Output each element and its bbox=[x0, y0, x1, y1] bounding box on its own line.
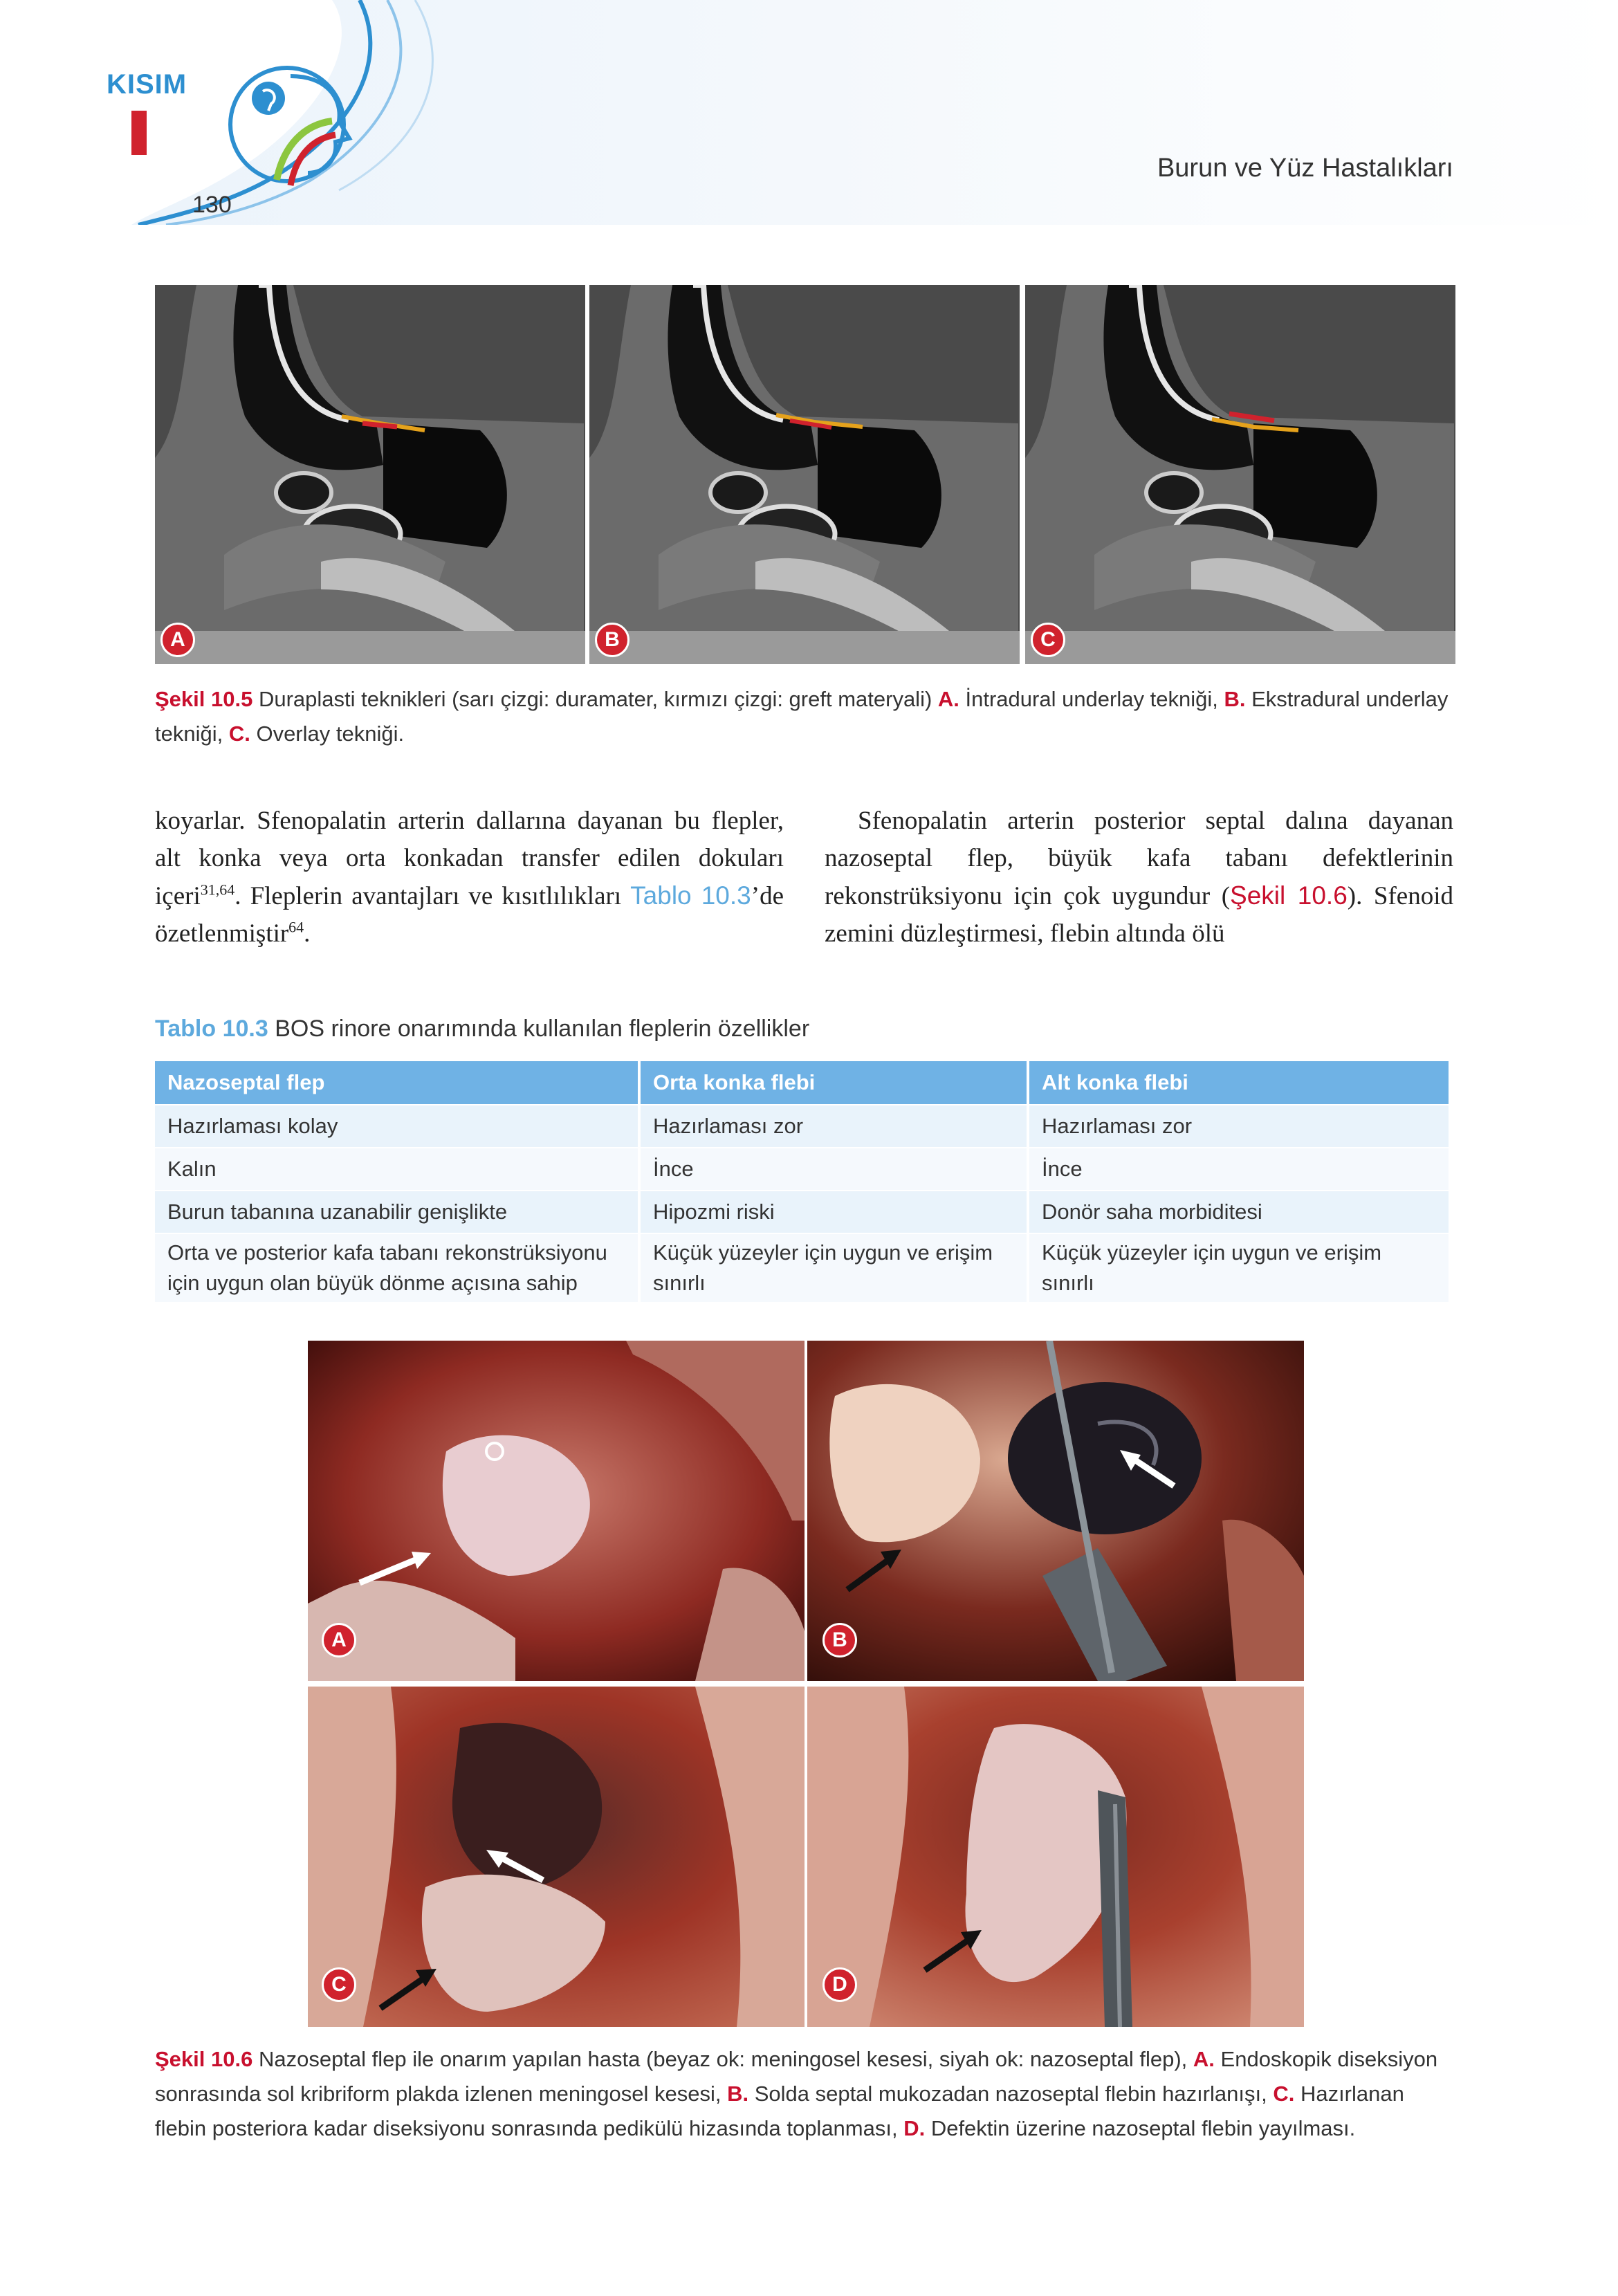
table-cell: Hazırlaması zor bbox=[641, 1104, 1029, 1147]
table-row bbox=[155, 1233, 1451, 1302]
table-cell: Orta ve posterior kafa tabanı rekonstrüksiyonu için uygun olan büyük dönme açısına sahip bbox=[155, 1233, 641, 1302]
caption-text-c: Hazırlanan flebin posteriora kadar diseksiyonu sonrasında pedikülü hizasında toplanması, bbox=[155, 2082, 1404, 2140]
table-cell: Hipozmi riski bbox=[641, 1190, 1029, 1233]
endoscopic-image bbox=[308, 1341, 805, 1681]
body-column-left bbox=[155, 802, 784, 953]
endoscopic-image bbox=[308, 1687, 805, 2027]
ct-sagittal-image bbox=[1025, 285, 1455, 664]
table-row bbox=[155, 1147, 1451, 1190]
panel-badge-a: A bbox=[160, 623, 195, 657]
table-cell: Küçük yüzeyler için uygun ve erişim sınırlı bbox=[1029, 1233, 1451, 1302]
body-text: Sfenopalatin arterin posterior septal dalına dayanan nazoseptal flep, büyük kafa tabanı defektlerinin rekonstrüksiyonu için çok uygundur ( bbox=[825, 807, 1453, 910]
figure-10-6-caption bbox=[155, 2042, 1455, 2146]
panel-badge-c: C bbox=[1031, 623, 1065, 657]
ct-panel-a bbox=[155, 285, 585, 664]
table-row bbox=[155, 1190, 1451, 1233]
endoscopic-image bbox=[807, 1341, 1304, 1681]
caption-key-b: B. bbox=[1224, 687, 1246, 711]
table-cell: İnce bbox=[641, 1147, 1029, 1190]
page-number: 130 bbox=[192, 192, 232, 218]
table-cell: Hazırlaması zor bbox=[1029, 1104, 1451, 1147]
panel-badge-b: B bbox=[822, 1623, 857, 1657]
body-column-right bbox=[825, 802, 1453, 953]
page-header bbox=[0, 0, 1618, 225]
caption-text-b: Ekstradural underlay tekniği, bbox=[155, 687, 1449, 746]
panel-badge-c: C bbox=[322, 1967, 356, 2002]
ct-sagittal-image bbox=[155, 285, 585, 664]
caption-key-c: C. bbox=[228, 722, 250, 746]
caption-text: Nazoseptal flep ile onarım yapılan hasta (beyaz ok: meningosel kesesi, siyah ok: nazoseptal flep), bbox=[252, 2047, 1193, 2071]
caption-key-b: B. bbox=[727, 2082, 749, 2106]
ct-panel-c bbox=[1025, 285, 1455, 664]
table-label: Tablo 10.3 bbox=[155, 1016, 268, 1042]
caption-text: Duraplasti teknikleri (sarı çizgi: duramater, kırmızı çizgi: greft materyali) bbox=[252, 687, 938, 711]
table-title: BOS rinore onarımında kullanılan fleplerin özellikler bbox=[268, 1016, 810, 1042]
caption-text-b: Solda septal mukozadan nazoseptal flebin hazırlanışı, bbox=[748, 2082, 1274, 2106]
table-header-cell: Alt konka flebi bbox=[1029, 1061, 1451, 1104]
section-label: KISIM bbox=[107, 69, 187, 100]
table-cell: Donör saha morbiditesi bbox=[1029, 1190, 1451, 1233]
table-header-row bbox=[155, 1061, 1451, 1104]
table-cell: Küçük yüzeyler için uygun ve erişim sınırlı bbox=[641, 1233, 1029, 1302]
caption-text-d: Defektin üzerine nazoseptal flebin yayılması. bbox=[925, 2116, 1356, 2140]
table-cell: Burun tabanına uzanabilir genişlikte bbox=[155, 1190, 641, 1233]
body-text: ). Sfenoid zemini düzleştirmesi, flebin altında ölü bbox=[825, 882, 1453, 948]
table-cell: İnce bbox=[1029, 1147, 1451, 1190]
figure-reference-link[interactable]: Şekil 10.6 bbox=[1230, 881, 1348, 910]
caption-text-a: Endoskopik diseksiyon sonrasında sol kribriform plakda izlenen meningosel kesesi, bbox=[155, 2047, 1438, 2106]
panel-badge-a: A bbox=[322, 1623, 356, 1657]
endoscopic-panel-b bbox=[807, 1341, 1304, 1681]
table-10-3 bbox=[155, 1061, 1451, 1302]
body-text: . bbox=[304, 919, 311, 948]
table-reference-link[interactable]: Tablo 10.3 bbox=[630, 881, 751, 910]
citation: 31,64 bbox=[200, 881, 235, 899]
caption-key-d: D. bbox=[903, 2116, 926, 2140]
endoscopic-panel-c bbox=[308, 1687, 805, 2027]
table-cell: Hazırlaması kolay bbox=[155, 1104, 641, 1147]
citation: 64 bbox=[288, 918, 304, 936]
caption-text-c: Overlay tekniği. bbox=[250, 722, 405, 746]
table-header-cell: Nazoseptal flep bbox=[155, 1061, 641, 1104]
caption-label: Şekil 10.6 bbox=[155, 2047, 253, 2071]
caption-text-a: İntradural underlay tekniği, bbox=[959, 687, 1224, 711]
endoscopic-panel-d bbox=[807, 1687, 1304, 2027]
body-text: . Fleplerin avantajları ve kısıtlılıkları bbox=[235, 882, 631, 910]
figure-10-5-caption bbox=[155, 682, 1455, 751]
table-row bbox=[155, 1104, 1451, 1147]
table-cell: Kalın bbox=[155, 1147, 641, 1190]
ct-panel-b bbox=[589, 285, 1020, 664]
caption-key-c: C. bbox=[1273, 2082, 1295, 2106]
endoscopic-image bbox=[807, 1687, 1304, 2027]
figure-10-5 bbox=[155, 285, 1455, 664]
ct-sagittal-image bbox=[589, 285, 1020, 664]
panel-badge-b: B bbox=[595, 623, 629, 657]
body-text: ’de özetlenmiştir bbox=[155, 882, 784, 948]
panel-badge-d: D bbox=[822, 1967, 857, 2002]
caption-key-a: A. bbox=[1193, 2047, 1215, 2071]
table-header-cell: Orta konka flebi bbox=[641, 1061, 1029, 1104]
caption-key-a: A. bbox=[937, 687, 959, 711]
endoscopic-panel-a bbox=[308, 1341, 805, 1681]
header-wave-decoration bbox=[0, 0, 1618, 225]
body-text: koyarlar. Sfenopalatin arterin dallarına dayanan bu flepler, alt konka veya orta konkadan transfer edilen dokuları içeri bbox=[155, 807, 784, 910]
caption-label: Şekil 10.5 bbox=[155, 687, 253, 711]
book-title: Burun ve Yüz Hastalıkları bbox=[1157, 154, 1453, 183]
table-caption bbox=[155, 1016, 809, 1043]
figure-10-6 bbox=[308, 1341, 1303, 2027]
section-number-bar bbox=[131, 111, 147, 155]
